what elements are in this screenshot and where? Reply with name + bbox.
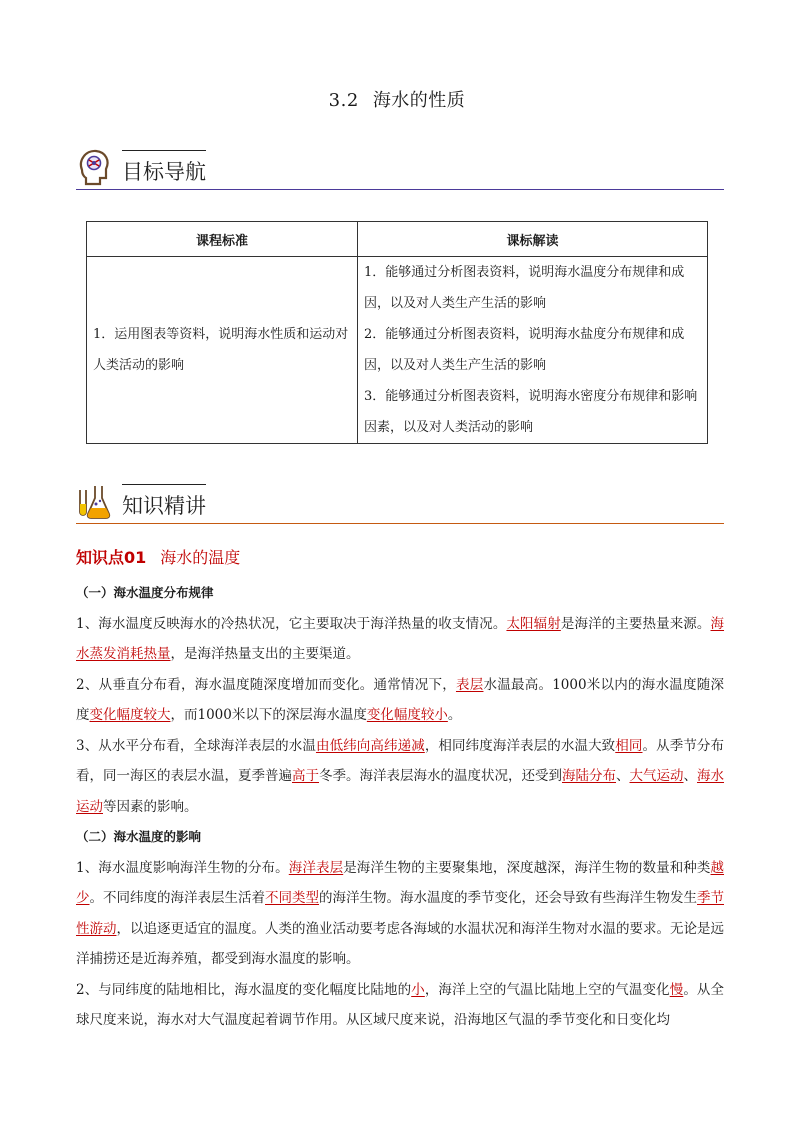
key-term: 高于 [292, 768, 319, 784]
text: ，而1000米以下的深层海水温度 [170, 707, 367, 723]
table-row [87, 257, 708, 444]
section-title: 目标导航 [122, 160, 206, 184]
table-cell-standard [87, 257, 358, 444]
text: 、 [683, 768, 697, 784]
key-term: 小 [411, 981, 425, 998]
key-term: 海陆分布 [562, 768, 616, 784]
interpretation-item: 2．能够通过分析图表资料，说明海水盐度分布规律和成因，以及对人类生产生活的影响 [364, 327, 685, 373]
text: 。不同纬度的海洋表层生活着 [89, 890, 265, 906]
subheading: （一）海水温度分布规律 [76, 585, 214, 600]
key-term: 变化幅度较大 [89, 707, 171, 723]
curriculum-table [86, 221, 708, 444]
key-term: 海水运动 [76, 768, 724, 815]
key-term: 越少 [76, 859, 725, 906]
text: 水温最高。1000米以内的海水温度随深度 [76, 676, 725, 723]
key-term: 相同 [615, 737, 643, 754]
kp-code: 知识点01 [76, 548, 147, 567]
text: 是海洋的主要热量来源。 [560, 615, 711, 632]
head-brain-icon [76, 148, 112, 186]
section-accent-line [122, 150, 206, 151]
text: 。从全球尺度来说，海水对大气温度起着调节作用。从区域尺度来说，沿海地区气温的季节变化和日变化均 [76, 981, 725, 1028]
section-title: 知识精讲 [122, 494, 206, 518]
text: 的海洋生物。海水温度的季节变化，还会导致有些海洋生物发生 [319, 890, 697, 906]
key-term: 变化幅度较小 [366, 707, 448, 723]
key-term: 太阳辐射 [506, 615, 561, 632]
page-title [0, 86, 794, 112]
text: 。 [447, 707, 462, 723]
key-term: 海洋表层 [288, 859, 344, 876]
interpretation-item: 3．能够通过分析图表资料，说明海水密度分布规律和影响因素，以及对人类活动的影响 [364, 389, 698, 435]
text: 。从季节分布看，同一海区的表层水温，夏季普遍 [76, 737, 725, 784]
paragraph [76, 975, 724, 1036]
key-term: 不同类型 [265, 890, 319, 906]
paragraph [76, 670, 724, 731]
key-term: 慢 [669, 981, 684, 998]
paragraph [76, 731, 724, 823]
standard-text: 1．运用图表等资料，说明海水性质和运动对人类活动的影响 [93, 327, 349, 373]
text: ，是海洋热量支出的主要渠道。 [170, 646, 360, 662]
knowledge-point-title [76, 545, 240, 568]
text: 2、与同纬度的陆地相比，海水温度的变化幅度比陆地的 [76, 981, 412, 998]
flask-icon [76, 482, 112, 520]
kp-name: 海水的温度 [160, 548, 241, 567]
text: ，以追逐更适宜的温度。人类的渔业活动要考虑各海域的水温状况和海洋生物对水温的要求。无论是远洋捕捞还是近海养殖，都受到海水温度的影响。 [76, 920, 724, 967]
key-term: 大气运动 [629, 768, 684, 784]
subheading: （二）海水温度的影响 [76, 829, 202, 844]
body-text [76, 578, 724, 1036]
table-header: 课标解读 [358, 222, 708, 257]
key-term: 季节性游动 [76, 890, 724, 937]
table-header: 课程标准 [87, 222, 358, 257]
section-rule [76, 189, 724, 190]
paragraph [76, 853, 724, 975]
text: 、 [616, 768, 630, 784]
key-term: 表层 [455, 676, 484, 693]
section-header-goals [76, 148, 724, 190]
text: 3、从水平分布看，全球海洋表层的水温 [76, 737, 316, 754]
text: 1、海水温度反映海水的冷热状况，它主要取决于海洋热量的收支情况。 [76, 615, 507, 632]
section-rule [76, 523, 724, 524]
text: 冬季。海洋表层海水的温度状况，还受到 [319, 768, 562, 784]
key-term: 由低纬向高纬递减 [315, 737, 425, 754]
text: 等因素的影响。 [103, 798, 198, 815]
text: ，相同纬度海洋表层的水温大致 [424, 737, 616, 754]
interpretation-item: 1．能够通过分析图表资料，说明海水温度分布规律和成因，以及对人类生产生活的影响 [364, 265, 685, 311]
paragraph [76, 609, 724, 670]
key-term: 海水蒸发消耗热量 [76, 615, 725, 662]
table-header-row [87, 222, 708, 257]
title-number: 3.2 [328, 90, 359, 111]
text: 1、海水温度影响海洋生物的分布。 [76, 859, 289, 876]
text: 2、从垂直分布看，海水温度随深度增加而变化。通常情况下， [76, 676, 456, 693]
title-text: 海水的性质 [372, 90, 466, 111]
text: 是海洋生物的主要聚集地，深度越深，海洋生物的数量和种类 [343, 859, 711, 876]
section-accent-line [122, 484, 206, 485]
table-cell-interpretation [358, 257, 708, 444]
section-header-knowledge [76, 482, 724, 524]
text: ，海洋上空的气温比陆地上空的气温变化 [424, 981, 670, 998]
